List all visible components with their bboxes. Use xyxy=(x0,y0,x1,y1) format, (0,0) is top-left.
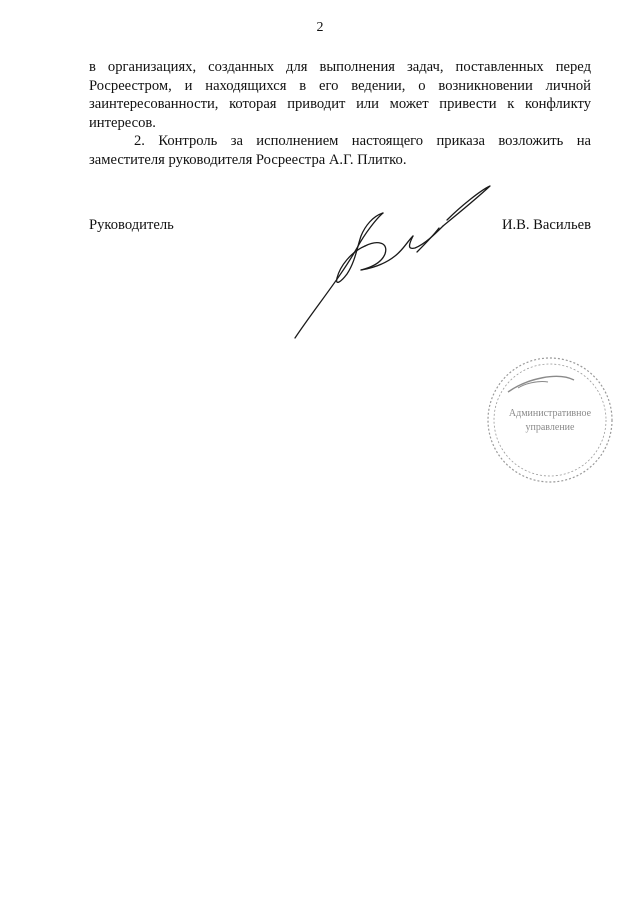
stamp-seal xyxy=(478,342,628,492)
page-number: 2 xyxy=(316,20,324,35)
paragraph-control-clause: 2. Контроль за исполнением настоящего приказа возложить на заместителя руководителя Росреестра А.Г. Плитко. xyxy=(89,133,591,168)
stamp-text-line-1: Административное xyxy=(508,408,592,419)
signer-name: И.В. Васильев xyxy=(501,217,591,233)
signer-role: Руководитель xyxy=(89,217,174,233)
paragraph-continuation: в организациях, созданных для выполнения задач, поставленных перед Росреестром, и находящихся в его ведении, о возникновении личной заинтересованности, которая приводит или может привести к конфликту интересов. xyxy=(89,59,591,131)
handwritten-signature xyxy=(285,178,495,343)
document-body xyxy=(89,58,591,169)
stamp-text-line-2: управление xyxy=(525,422,575,433)
